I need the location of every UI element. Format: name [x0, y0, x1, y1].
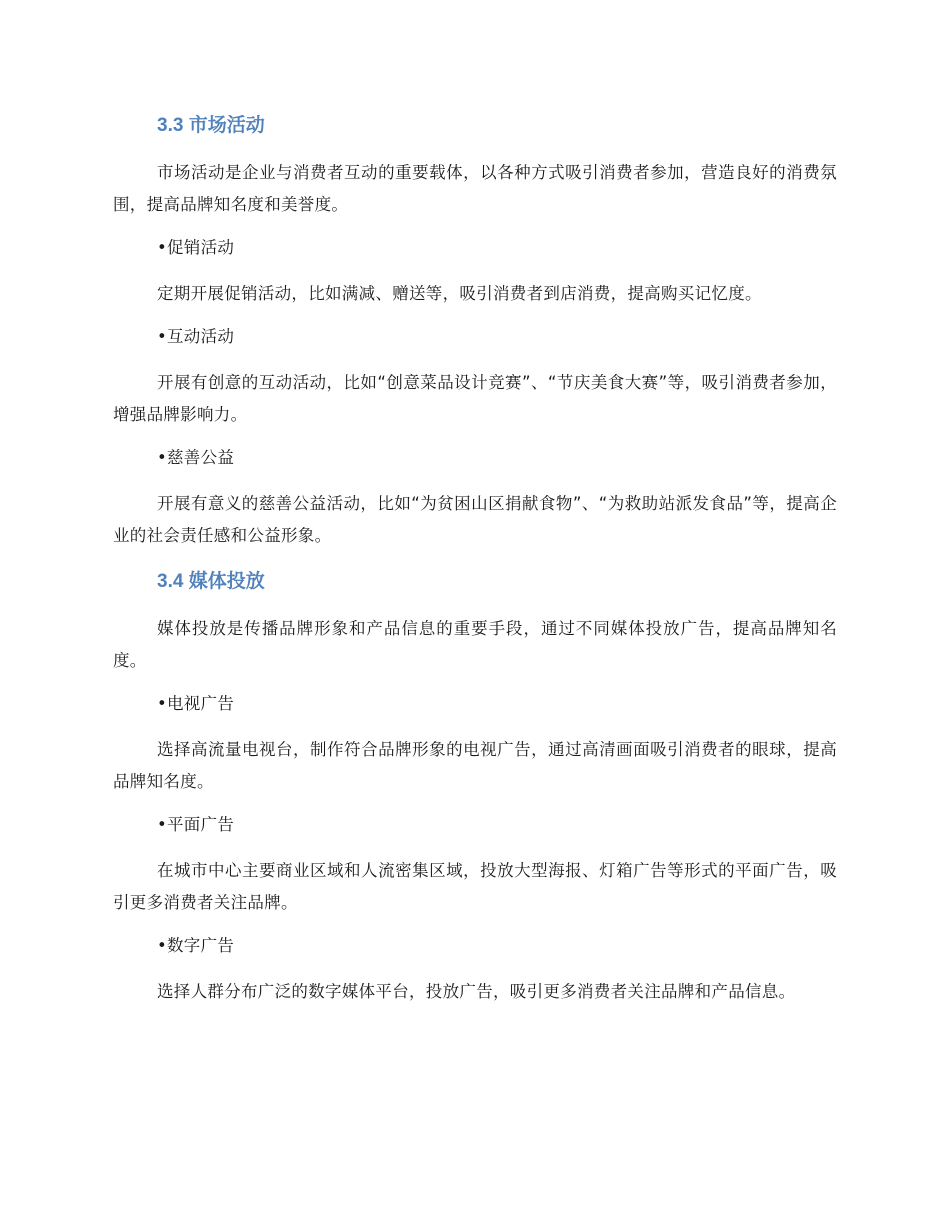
bullet-item-print-ads	[113, 809, 837, 841]
bullet-text-digital-ads: 选择人群分布广泛的数字媒体平台，投放广告，吸引更多消费者关注品牌和产品信息。	[157, 982, 796, 1001]
bullet-title: 数字广告	[167, 936, 235, 955]
bullet-title: 互动活动	[167, 327, 235, 346]
bullet-dot: •	[157, 238, 168, 257]
bullet-dot: •	[157, 936, 168, 955]
bullet-item-tv-ads	[113, 688, 837, 720]
bullet-item-interactive	[113, 321, 837, 353]
bullet-dot: •	[157, 448, 168, 467]
bullet-text-charity: 开展有意义的慈善公益活动，比如“为贫困山区捐献食物”、“为救助站派发食品”等，提高企业的社会责任感和公益形象。	[113, 494, 837, 545]
bullet-dot: •	[157, 694, 168, 713]
bullet-title: 促销活动	[167, 238, 235, 257]
bullet-dot: •	[157, 327, 168, 346]
section-heading-3-3: 3.3 市场活动	[157, 115, 265, 136]
bullet-text-tv-ads: 选择高流量电视台，制作符合品牌形象的电视广告，通过高清画面吸引消费者的眼球，提高品牌知名度。	[113, 740, 837, 791]
section-heading-3-4: 3.4 媒体投放	[157, 571, 265, 592]
bullet-item-promotion	[113, 232, 837, 264]
bullet-title: 电视广告	[167, 694, 235, 713]
section-intro-3-3: 市场活动是企业与消费者互动的重要载体，以各种方式吸引消费者参加，营造良好的消费氛围，提高品牌知名度和美誉度。	[113, 163, 837, 214]
document-content	[113, 110, 837, 1008]
bullet-text-interactive: 开展有创意的互动活动，比如“创意菜品设计竞赛”、“节庆美食大赛”等，吸引消费者参加，增强品牌影响力。	[113, 373, 837, 424]
bullet-text-print-ads: 在城市中心主要商业区域和人流密集区域，投放大型海报、灯箱广告等形式的平面广告，吸引更多消费者关注品牌。	[113, 861, 837, 912]
bullet-dot: •	[157, 815, 168, 834]
bullet-item-digital-ads	[113, 930, 837, 962]
bullet-text-promotion: 定期开展促销活动，比如满减、赠送等，吸引消费者到店消费，提高购买记忆度。	[157, 284, 762, 303]
section-intro-3-4: 媒体投放是传播品牌形象和产品信息的重要手段，通过不同媒体投放广告，提高品牌知名度。	[113, 619, 837, 670]
bullet-title: 慈善公益	[167, 448, 235, 467]
bullet-item-charity	[113, 442, 837, 474]
bullet-title: 平面广告	[167, 815, 235, 834]
